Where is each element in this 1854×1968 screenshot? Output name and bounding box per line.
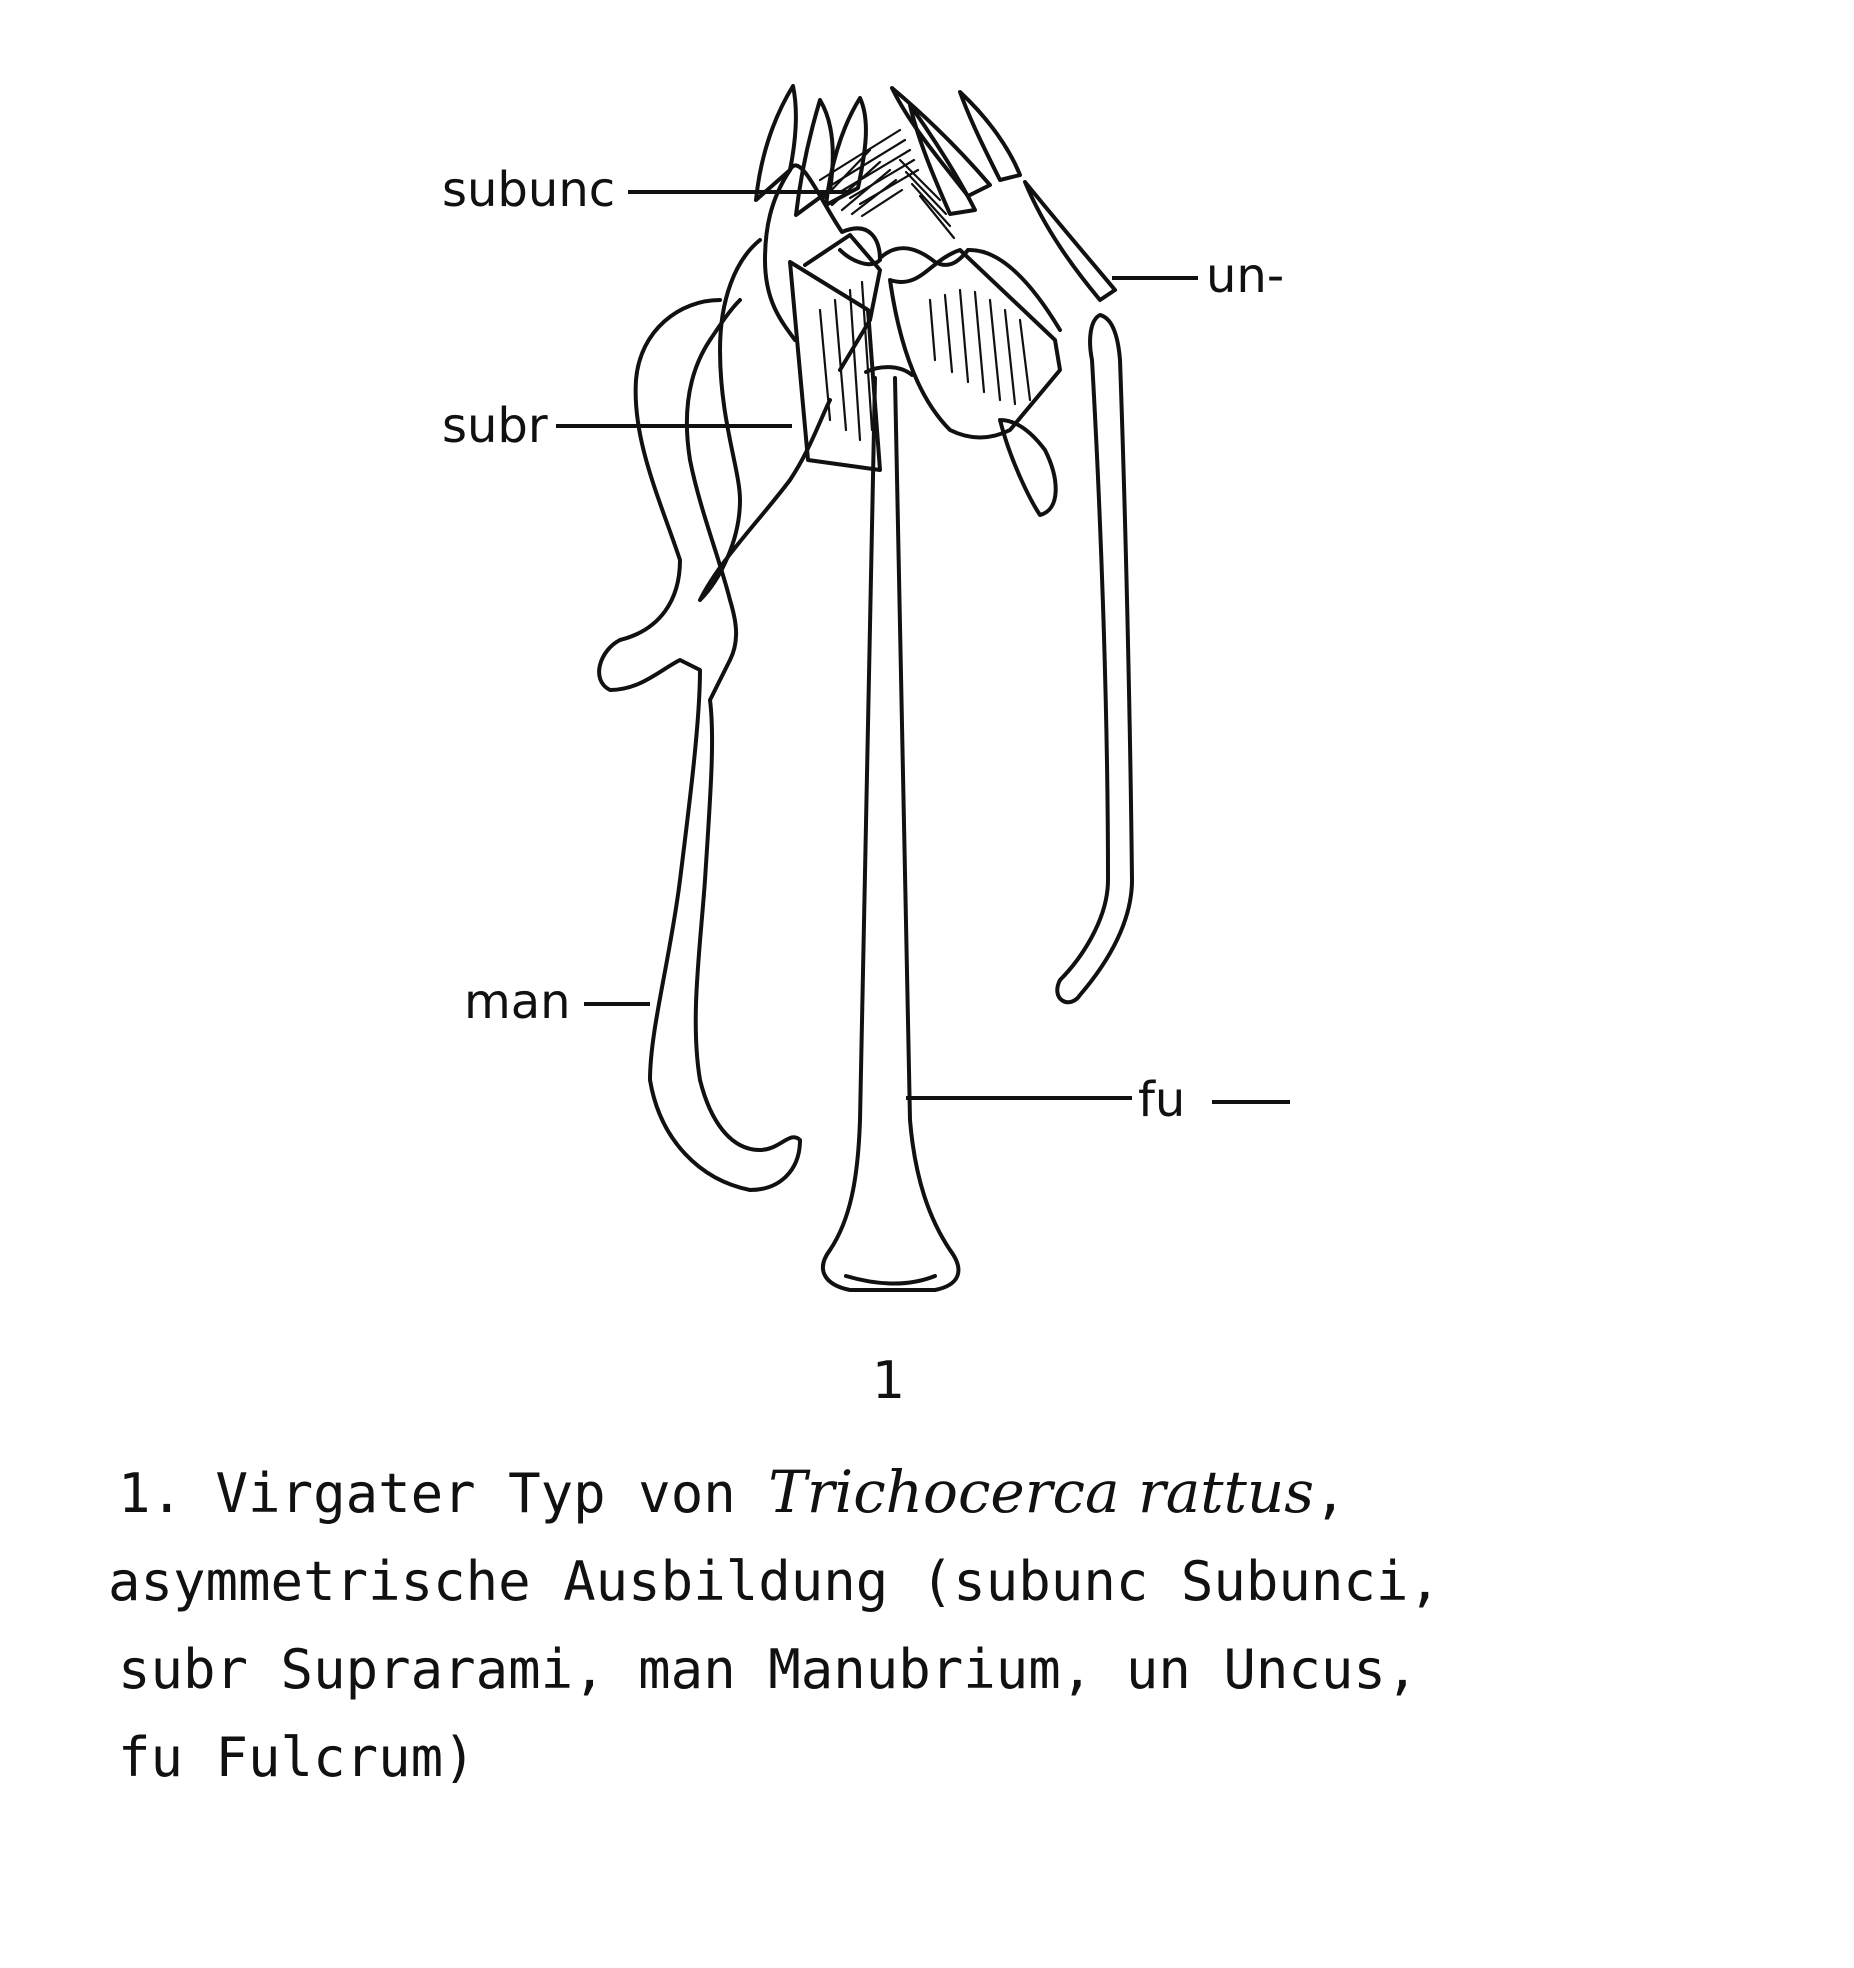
label-fu: fu: [1138, 1072, 1186, 1128]
caption-line3: subr Suprarami, man Manubrium, un Uncus,: [118, 1638, 1419, 1701]
left-manubrium: [599, 300, 800, 1190]
figure-number: 1: [872, 1351, 906, 1411]
caption-species: Trichocerca rattus: [768, 1458, 1315, 1526]
caption-line4: fu Fulcrum): [118, 1726, 476, 1789]
fulcrum: [823, 367, 958, 1290]
label-subunc: subunc: [442, 162, 616, 218]
label-subr: subr: [442, 398, 548, 454]
right-uncus-teeth: [892, 88, 1115, 300]
label-un: un-: [1206, 248, 1285, 304]
caption-line2: asymmetrische Ausbildung (subunc Subunci,: [108, 1550, 1441, 1613]
label-man: man: [464, 974, 571, 1030]
caption-line1-pre: Virgater Typ von: [215, 1462, 769, 1525]
left-ramus: [700, 170, 880, 600]
right-ramus: [890, 250, 1060, 515]
figure-caption: [108, 1448, 1818, 1802]
caption-line1-post: ,: [1314, 1462, 1347, 1525]
caption-number: 1.: [118, 1462, 184, 1525]
right-manubrium: [1057, 315, 1132, 1002]
